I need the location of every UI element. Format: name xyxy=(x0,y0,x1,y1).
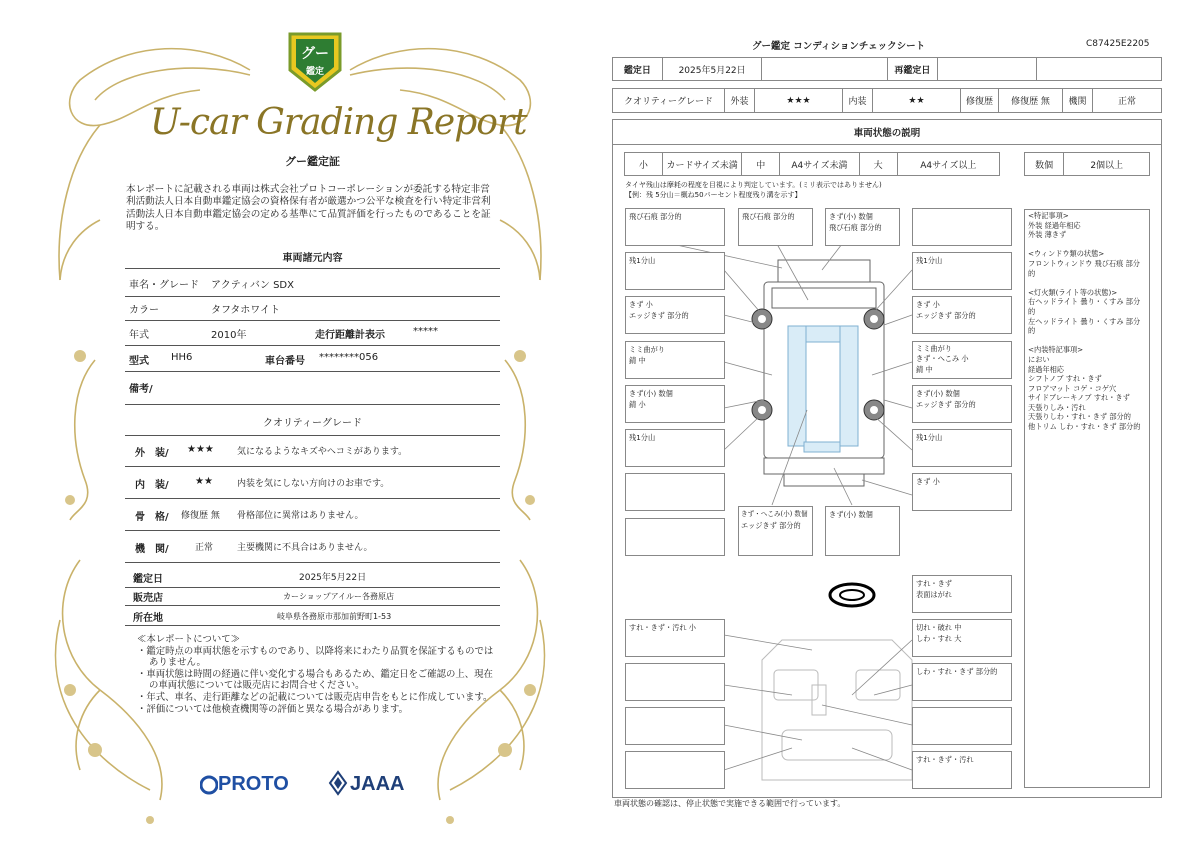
note-item: ・車両状態は時間の経過に伴い変化する場合もあるため、鑑定日をご確認の上、現在の車両状態については販売店にお問合せください。 xyxy=(137,668,493,692)
exterior-stars: ★★★ xyxy=(187,444,214,455)
report-title: U-car Grading Report xyxy=(150,102,527,143)
shop-value: カーショップアイルー各務原店 xyxy=(283,592,394,601)
condition-box-passenger-seat xyxy=(625,663,725,701)
count-value: 2個以上 xyxy=(1090,160,1124,171)
sheet-engine-value: 正常 xyxy=(1117,97,1136,107)
chassis-label: 車台番号 xyxy=(265,356,305,367)
address-label: 所在地 xyxy=(133,613,163,624)
side-note-line: 外装 経過年相応 xyxy=(1028,220,1081,230)
sheet-quality-label: クオリティーグレード xyxy=(613,89,725,112)
sheet-int-value: ★★ xyxy=(873,89,961,112)
side-note-line: 天張りしみ・汚れ xyxy=(1028,402,1086,412)
date-value: 2025年5月22日 xyxy=(299,573,367,583)
svg-text:グー: グー xyxy=(301,46,329,62)
shop-label: 販売店 xyxy=(133,593,163,604)
side-note-line: 右ヘッドライト 曇り・くすみ 部分的 xyxy=(1028,297,1141,316)
special-notes-panel xyxy=(1024,209,1150,788)
size-small-desc: カードサイズ未満 xyxy=(663,153,743,175)
interior-text: 内装を気にしない方向けのお車です。 xyxy=(237,479,390,489)
address-value: 岐阜県各務原市那加前野町1-53 xyxy=(277,612,392,621)
tire-note-2: 【例：残 5分山＝概ね50パーセント程度残り溝を示す】 xyxy=(625,191,802,199)
size-mid-desc: A4サイズ未満 xyxy=(780,153,860,175)
proto-logo-icon xyxy=(200,774,218,796)
condition-box-bonnet: 飛び石痕 部分的 xyxy=(738,208,813,246)
condition-box-tire-rr: 残1分山 xyxy=(912,429,1012,467)
side-note-line: 経過年相応 xyxy=(1028,364,1064,374)
condition-box-rear-bumper-left xyxy=(625,518,725,556)
side-note-line: <内装特記事項> xyxy=(1028,345,1084,355)
sheet-ext-label: 外装 xyxy=(725,89,755,112)
condition-box-rear-bumper: きず・へこみ(小) 数個 エッジきず 部分的 xyxy=(738,506,813,556)
spec-row-color xyxy=(125,301,500,321)
date-label: 鑑定日 xyxy=(133,574,163,585)
model-value: HH6 xyxy=(171,352,193,363)
blank-cell xyxy=(1037,58,1161,80)
note-item: ・年式、車名、走行距離などの記載については販売店申告をもとに作成しています。 xyxy=(137,691,493,703)
proto-logo: PROTO xyxy=(218,773,289,795)
side-note-line: <ウィンドウ類の状態> xyxy=(1028,249,1105,259)
sheet-date-label: 鑑定日 xyxy=(613,58,663,80)
svg-text:鑑定: 鑑定 xyxy=(305,67,325,77)
size-small: 小 xyxy=(625,153,663,175)
exterior-label: 外 装/ xyxy=(135,448,169,459)
year-label: 年式 xyxy=(129,330,149,341)
recheck-label: 再鑑定日 xyxy=(888,58,938,80)
sheet-engine-label: 機関 xyxy=(1063,89,1093,112)
interior-label: 内 装/ xyxy=(135,480,169,491)
condition-box-windshield: きず(小) 数個 飛び石痕 部分的 xyxy=(825,208,900,246)
color-value: タフタホワイト xyxy=(211,305,280,316)
size-legend-table xyxy=(624,152,1000,176)
condition-box-tire-fl: 残1分山 xyxy=(625,252,725,290)
side-note-line: 左ヘッドライト 曇り・くすみ 部分的 xyxy=(1028,316,1141,336)
sheet-repair-label: 修復歴 xyxy=(961,89,999,112)
side-note-line: シフトノブ すれ・きず xyxy=(1028,374,1102,384)
interior-stars: ★★ xyxy=(195,476,213,487)
condition-box-left-door: ミミ曲がり 錆 中 xyxy=(625,341,725,379)
report-notes xyxy=(137,634,497,715)
sheet-ext-value: ★★★ xyxy=(755,89,843,112)
frame-label: 骨 格/ xyxy=(135,512,169,523)
quality-row-engine xyxy=(125,540,500,563)
quality-row-frame xyxy=(125,508,500,531)
engine-text: 主要機関に不具合はありません。 xyxy=(237,543,373,553)
engine-label: 機 関/ xyxy=(135,544,169,555)
size-mid: 中 xyxy=(742,153,780,175)
chassis-value: ********056 xyxy=(319,352,379,363)
sheet-title: グー鑑定 コンディションチェックシート xyxy=(752,41,926,52)
date-table xyxy=(612,57,1162,81)
condition-box-left-fender: きず 小 エッジきず 部分的 xyxy=(625,296,725,334)
side-note-line: <灯火類(ライト等の状態)> xyxy=(1028,287,1118,297)
side-note-spacer xyxy=(1028,240,1146,250)
desc-heading: 車両状態の説明 xyxy=(612,119,1162,145)
frame-text: 骨格部位に異常はありません。 xyxy=(237,511,364,521)
count-label: 数個 xyxy=(1025,153,1064,175)
divider xyxy=(125,268,500,269)
condition-box-front-left: 飛び石痕 部分的 xyxy=(625,208,725,246)
condition-box-right-door: ミミ曲がり きず・へこみ 小 錆 中 xyxy=(912,341,1012,379)
mileage-value: ***** xyxy=(413,326,438,337)
frame-value: 修復歴 無 xyxy=(181,511,220,521)
info-row-address xyxy=(125,609,500,626)
side-note-line: 天張りしわ・すれ・きず 部分的 xyxy=(1028,412,1131,422)
note-item: ・鑑定時点の車両状態を示すものであり、以降将来にわたり品質を保証するものではありません。 xyxy=(137,645,494,669)
condition-box-dash: すれ・きず・汚れ 小 xyxy=(625,619,725,657)
quality-row-interior xyxy=(125,476,500,499)
condition-box-front-right xyxy=(912,208,1012,246)
sheet-date-value: 2025年5月22日 xyxy=(663,58,763,80)
quality-heading: クオリティーグレード xyxy=(263,418,362,429)
name-value: アクティバン SDX xyxy=(211,280,294,291)
spec-row-year xyxy=(125,326,500,346)
exterior-text: 気になるようなキズやヘコミがあります。 xyxy=(237,447,408,457)
mileage-label: 走行距離計表示 xyxy=(315,330,385,341)
name-label: 車名・グレード xyxy=(129,280,199,291)
spec-row-model xyxy=(125,352,500,372)
side-note-line: サイドブレーキノブ すれ・きず xyxy=(1028,393,1130,403)
condition-box-steering: すれ・きず 表面はがれ xyxy=(912,575,1012,613)
condition-box-rear-seat xyxy=(625,751,725,789)
notes-title: ≪本レポートについて≫ xyxy=(137,634,240,645)
condition-box-right-rear-door: きず(小) 数個 エッジきず 部分的 xyxy=(912,385,1012,423)
goo-kantei-badge-icon xyxy=(287,30,343,92)
condition-box-trim xyxy=(912,707,1012,745)
side-note-line: <特記事項> xyxy=(1028,211,1069,220)
divider xyxy=(125,435,500,436)
blank-cell xyxy=(762,58,888,80)
side-note-line: におい xyxy=(1028,354,1050,364)
condition-box-back-door: きず(小) 数個 xyxy=(825,506,900,556)
side-note-spacer xyxy=(1028,278,1146,288)
certificate-intro: 本レポートに記載される車両は株式会社プロトコーポレーションが委託する特定非営利活動法人日本自動車鑑定協会の資格保有者が厳選かつ公平な検査を行い特定非営利活動法人日本自動車鑑定協会の定める基準にて品質評価を行ったものであることを証明する。 xyxy=(126,184,491,233)
info-row-shop xyxy=(125,589,500,606)
year-value: 2010年 xyxy=(211,330,247,341)
spec-heading: 車両諸元内容 xyxy=(282,253,343,264)
condition-box-rear-left xyxy=(625,473,725,511)
sheet-int-label: 内装 xyxy=(843,89,873,112)
note-item: ・評価については他検査機関等の評価と異なる場合があります。 xyxy=(137,703,408,715)
jaaa-logo: JAAA xyxy=(350,773,405,795)
steering-wheel-icon xyxy=(830,584,874,606)
engine-value: 正常 xyxy=(195,543,214,553)
condition-box-tire-rl: 残1分山 xyxy=(625,429,725,467)
info-row-date xyxy=(125,570,500,588)
spec-row-remarks xyxy=(125,380,500,405)
side-note-line: 他トリム しわ・すれ・きず 部分的 xyxy=(1028,422,1141,432)
condition-box-left-rear-door: きず(小) 数個 錆 小 xyxy=(625,385,725,423)
recheck-value xyxy=(938,58,1038,80)
spec-row-name xyxy=(125,276,500,297)
tire-note-1: タイヤ残山は摩耗の程度を目視により判定しています。(ミリ表示ではありません) xyxy=(625,181,882,189)
condition-box-tire-fr: 残1分山 xyxy=(912,252,1012,290)
sheet-footer: 車両状態の確認は、停止状態で実施できる範囲で行っています。 xyxy=(614,799,846,808)
count-legend-table xyxy=(1024,152,1150,176)
condition-box-console xyxy=(625,707,725,745)
certificate-subtitle: グー鑑定証 xyxy=(285,155,340,168)
jaaa-logo-icon xyxy=(328,770,348,796)
size-large: 大 xyxy=(860,153,898,175)
condition-box-driver-seat: 切れ・破れ 中 しわ・すれ 大 xyxy=(912,619,1012,657)
color-label: カラー xyxy=(129,305,159,316)
condition-box-right-fender: きず 小 エッジきず 部分的 xyxy=(912,296,1012,334)
side-note-line: フロントウィンドウ 飛び石痕 部分的 xyxy=(1028,258,1140,278)
quality-table xyxy=(612,88,1162,113)
condition-box-seat-right: しわ・すれ・きず 部分的 xyxy=(912,663,1012,701)
side-note-spacer xyxy=(1028,336,1146,346)
quality-row-exterior xyxy=(125,444,500,467)
side-note-line: 外装 薄きず xyxy=(1028,230,1067,240)
condition-box-rear-right: きず 小 xyxy=(912,473,1012,511)
side-note-line: フロアマット コゲ・コゲ穴 xyxy=(1028,383,1117,393)
sheet-repair-value: 修復歴 無 xyxy=(999,89,1063,112)
condition-box-roof: すれ・きず・汚れ xyxy=(912,751,1012,789)
size-large-desc: A4サイズ以上 xyxy=(920,160,977,171)
model-label: 型式 xyxy=(129,356,149,367)
sheet-code: C87425E2205 xyxy=(1086,39,1150,49)
remarks-label: 備考/ xyxy=(129,384,153,395)
